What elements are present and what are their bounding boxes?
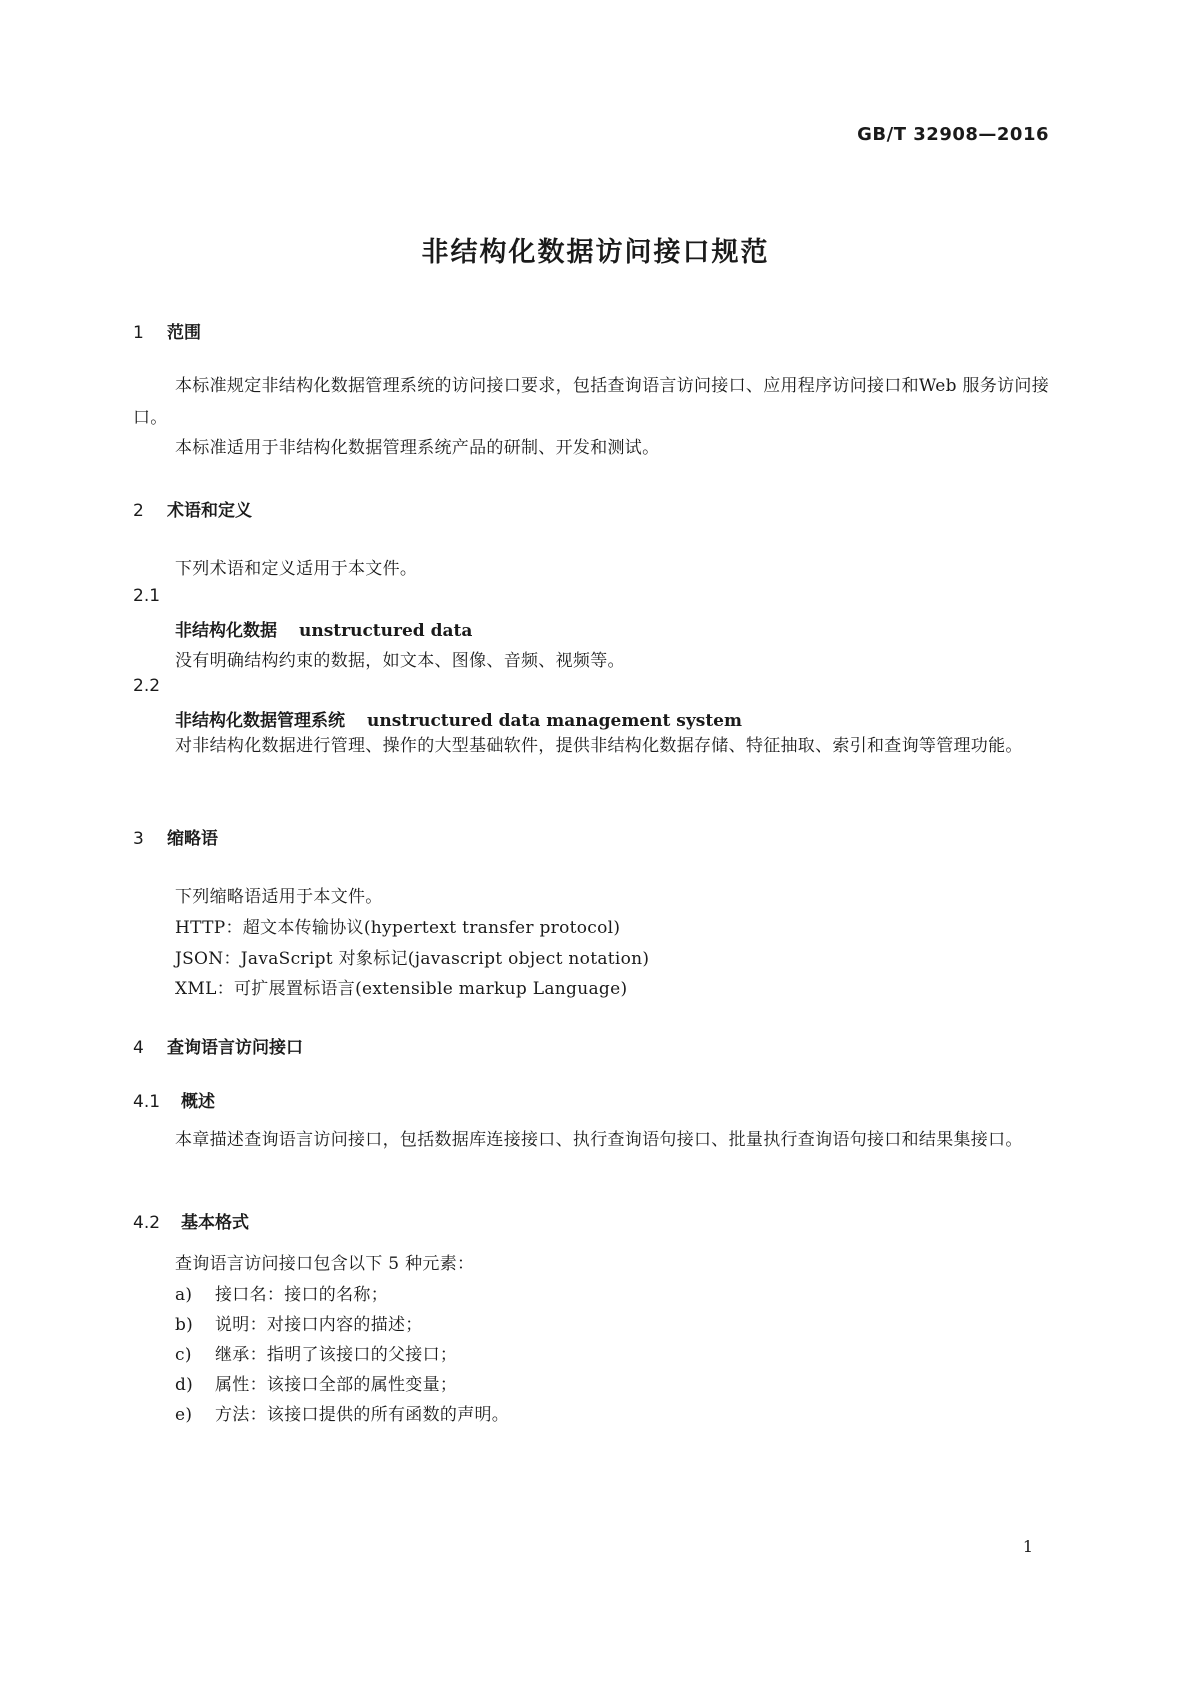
term-en: unstructured data management system: [367, 711, 742, 731]
section-2-heading: [133, 496, 252, 521]
list-marker: a): [175, 1285, 193, 1305]
list-marker: c): [175, 1345, 192, 1365]
list-item: [175, 1280, 388, 1305]
list-marker: d): [175, 1375, 194, 1395]
list-text: 说明：对接口内容的描述；: [215, 1315, 423, 1335]
section-title: 范围: [167, 323, 201, 343]
page-number: 1: [1022, 1537, 1033, 1556]
section-1-paragraph-1: 本标准规定非结构化数据管理系统的访问接口要求，包括查询语言访问接口、应用程序访问接口和Web 服务访问接口。: [133, 376, 1050, 428]
list-marker: e): [175, 1405, 193, 1425]
section-number: 4: [133, 1038, 144, 1058]
term-2-2-number: 2.2: [133, 676, 161, 696]
list-item: [175, 1370, 457, 1395]
list-text: 方法：该接口提供的所有函数的声明。: [215, 1405, 510, 1425]
section-1-paragraph-2: 本标准适用于非结构化数据管理系统产品的研制、开发和测试。: [175, 438, 660, 458]
document-title: 非结构化数据访问接口规范: [421, 237, 770, 268]
section-number: 1: [133, 323, 144, 343]
section-number: 3: [133, 829, 144, 849]
term-2-2-definition: 对非结构化数据进行管理、操作的大型基础软件，提供非结构化数据存储、特征抽取、索引和查询等管理功能。: [175, 736, 1023, 756]
section-2-intro: 下列术语和定义适用于本文件。: [175, 559, 418, 579]
abbreviation-json: JSON：JavaScript 对象标记(javascript object notation): [175, 949, 650, 969]
term-2-2: [175, 706, 742, 731]
section-4-1-paragraph: 本章描述查询语言访问接口，包括数据库连接接口、执行查询语句接口、批量执行查询语句接口和结果集接口。: [175, 1130, 1023, 1150]
section-number: 4.2: [133, 1213, 161, 1233]
section-4-1-heading: [133, 1087, 215, 1112]
list-text: 接口名：接口的名称；: [215, 1285, 388, 1305]
list-text: 属性：该接口全部的属性变量；: [215, 1375, 458, 1395]
term-2-1: [175, 616, 472, 641]
section-number: 2: [133, 501, 144, 521]
section-title: 概述: [181, 1092, 215, 1112]
section-4-2-intro: 查询语言访问接口包含以下 5 种元素：: [175, 1254, 475, 1274]
term-zh: 非结构化数据管理系统: [175, 711, 345, 731]
section-title: 缩略语: [167, 829, 218, 849]
standard-code: GB/T 32908—2016: [857, 124, 1049, 145]
term-en: unstructured data: [299, 621, 473, 641]
abbreviation-xml: XML：可扩展置标语言(extensible markup Language): [175, 979, 628, 999]
list-item: [175, 1400, 509, 1425]
section-4-heading: [133, 1033, 303, 1058]
list-marker: b): [175, 1315, 194, 1335]
list-item: [175, 1340, 457, 1365]
section-1-heading: [133, 318, 201, 343]
section-4-2-heading: [133, 1208, 249, 1233]
section-3-intro: 下列缩略语适用于本文件。: [175, 887, 383, 907]
term-2-1-number: 2.1: [133, 586, 161, 606]
term-2-1-definition: 没有明确结构约束的数据，如文本、图像、音频、视频等。: [175, 651, 625, 671]
section-title: 查询语言访问接口: [167, 1038, 303, 1058]
section-title: 术语和定义: [167, 501, 252, 521]
section-3-heading: [133, 824, 218, 849]
term-zh: 非结构化数据: [175, 621, 277, 641]
section-number: 4.1: [133, 1092, 161, 1112]
list-item: [175, 1310, 423, 1335]
section-title: 基本格式: [181, 1213, 249, 1233]
abbreviation-http: HTTP：超文本传输协议(hypertext transfer protocol): [175, 918, 621, 938]
list-text: 继承：指明了该接口的父接口；: [215, 1345, 458, 1365]
